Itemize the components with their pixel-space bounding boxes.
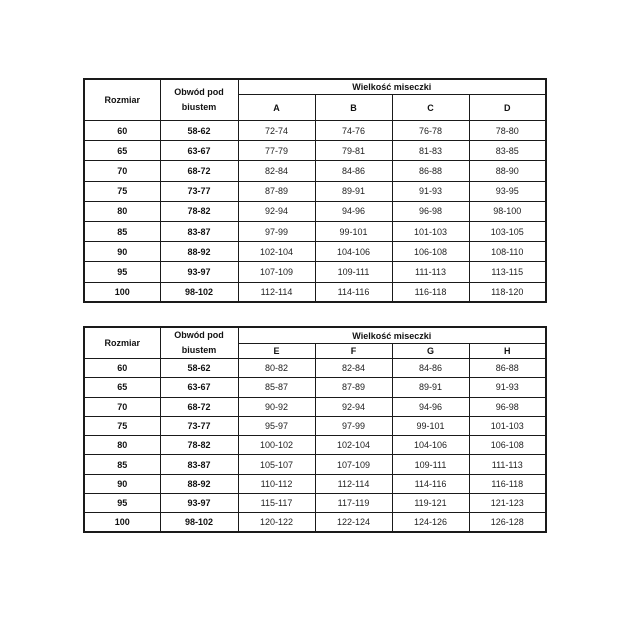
header-cup: H [469, 344, 546, 359]
cell-bust: 108-110 [469, 242, 546, 262]
cell-bust: 109-111 [392, 455, 469, 474]
cell-bust: 100-102 [238, 436, 315, 455]
cell-bust: 86-88 [469, 359, 546, 378]
table-row [84, 181, 546, 201]
header-underbust-line2: biustem [181, 345, 217, 355]
cell-underbust: 58-62 [160, 121, 238, 141]
cell-bust: 84-86 [315, 161, 392, 181]
cell-bust: 74-76 [315, 121, 392, 141]
table-row [84, 262, 546, 282]
cell-bust: 121-123 [469, 494, 546, 513]
cell-bust: 111-113 [469, 455, 546, 474]
cell-bust: 83-85 [469, 141, 546, 161]
cell-underbust: 73-77 [160, 181, 238, 201]
cell-bust: 102-104 [238, 242, 315, 262]
cell-underbust: 83-87 [160, 455, 238, 474]
cell-bust: 79-81 [315, 141, 392, 161]
cell-bust: 81-83 [392, 141, 469, 161]
cell-underbust: 73-77 [160, 416, 238, 435]
cell-bust: 89-91 [392, 378, 469, 397]
table-row [84, 121, 546, 141]
cell-bust: 103-105 [469, 221, 546, 241]
cell-size: 65 [84, 378, 160, 397]
header-cup: E [238, 344, 315, 359]
cell-bust: 91-93 [392, 181, 469, 201]
cell-size: 95 [84, 494, 160, 513]
cell-size: 80 [84, 201, 160, 221]
cell-bust: 110-112 [238, 474, 315, 493]
cell-bust: 80-82 [238, 359, 315, 378]
cell-bust: 82-84 [238, 161, 315, 181]
cell-bust: 126-128 [469, 513, 546, 532]
header-size: Rozmiar [84, 327, 160, 359]
cell-bust: 96-98 [392, 201, 469, 221]
table-row [84, 161, 546, 181]
size-table-e-h [83, 326, 547, 533]
cell-bust: 111-113 [392, 262, 469, 282]
header-cup-size: Wielkość miseczki [238, 327, 546, 344]
table-row [84, 378, 546, 397]
cell-bust: 107-109 [315, 455, 392, 474]
cell-underbust: 68-72 [160, 397, 238, 416]
table-row [84, 242, 546, 262]
table-row [84, 455, 546, 474]
header-cup-size: Wielkość miseczki [238, 79, 546, 95]
table-row [84, 282, 546, 302]
cell-bust: 88-90 [469, 161, 546, 181]
cell-bust: 99-101 [315, 221, 392, 241]
cell-bust: 77-79 [238, 141, 315, 161]
cell-bust: 117-119 [315, 494, 392, 513]
table-row [84, 201, 546, 221]
cell-underbust: 93-97 [160, 494, 238, 513]
cell-size: 75 [84, 416, 160, 435]
cell-bust: 82-84 [315, 359, 392, 378]
table-row [84, 397, 546, 416]
cell-bust: 114-116 [315, 282, 392, 302]
cell-bust: 114-116 [392, 474, 469, 493]
cell-bust: 97-99 [238, 221, 315, 241]
cell-bust: 102-104 [315, 436, 392, 455]
cell-underbust: 88-92 [160, 242, 238, 262]
cell-bust: 87-89 [238, 181, 315, 201]
cell-underbust: 78-82 [160, 201, 238, 221]
cell-bust: 112-114 [315, 474, 392, 493]
cell-bust: 116-118 [392, 282, 469, 302]
cell-bust: 94-96 [392, 397, 469, 416]
cell-bust: 122-124 [315, 513, 392, 532]
cell-bust: 96-98 [469, 397, 546, 416]
cell-size: 85 [84, 221, 160, 241]
cell-underbust: 93-97 [160, 262, 238, 282]
cell-size: 70 [84, 397, 160, 416]
cell-underbust: 83-87 [160, 221, 238, 241]
cell-size: 80 [84, 436, 160, 455]
table-row [84, 141, 546, 161]
cell-bust: 104-106 [315, 242, 392, 262]
cell-bust: 84-86 [392, 359, 469, 378]
header-underbust [160, 79, 238, 121]
table-row [84, 513, 546, 532]
header-cup: F [315, 344, 392, 359]
cell-bust: 93-95 [469, 181, 546, 201]
cell-underbust: 63-67 [160, 141, 238, 161]
table-row [84, 436, 546, 455]
header-cup: G [392, 344, 469, 359]
cell-bust: 112-114 [238, 282, 315, 302]
cell-bust: 104-106 [392, 436, 469, 455]
cell-size: 65 [84, 141, 160, 161]
table-row [84, 359, 546, 378]
cell-underbust: 98-102 [160, 513, 238, 532]
cell-bust: 89-91 [315, 181, 392, 201]
header-underbust-line1: Obwód pod [174, 330, 224, 340]
cell-underbust: 63-67 [160, 378, 238, 397]
cell-bust: 97-99 [315, 416, 392, 435]
cell-bust: 118-120 [469, 282, 546, 302]
cell-bust: 119-121 [392, 494, 469, 513]
cell-size: 75 [84, 181, 160, 201]
cell-size: 85 [84, 455, 160, 474]
cell-bust: 116-118 [469, 474, 546, 493]
header-row [84, 327, 546, 344]
cell-bust: 76-78 [392, 121, 469, 141]
header-underbust [160, 327, 238, 359]
header-cup: B [315, 95, 392, 121]
cell-bust: 86-88 [392, 161, 469, 181]
cell-bust: 107-109 [238, 262, 315, 282]
cell-bust: 72-74 [238, 121, 315, 141]
cell-bust: 106-108 [469, 436, 546, 455]
cell-size: 60 [84, 121, 160, 141]
header-underbust-line1: Obwód pod [174, 87, 224, 97]
cell-bust: 113-115 [469, 262, 546, 282]
cell-size: 90 [84, 474, 160, 493]
table-body [84, 359, 546, 533]
cell-bust: 92-94 [315, 397, 392, 416]
cell-bust: 98-100 [469, 201, 546, 221]
cell-underbust: 88-92 [160, 474, 238, 493]
cell-bust: 95-97 [238, 416, 315, 435]
cell-size: 70 [84, 161, 160, 181]
header-cup: C [392, 95, 469, 121]
cell-size: 60 [84, 359, 160, 378]
table-row [84, 474, 546, 493]
cell-size: 100 [84, 513, 160, 532]
cell-bust: 109-111 [315, 262, 392, 282]
cell-bust: 78-80 [469, 121, 546, 141]
cell-bust: 91-93 [469, 378, 546, 397]
cell-bust: 87-89 [315, 378, 392, 397]
cell-size: 100 [84, 282, 160, 302]
cell-underbust: 58-62 [160, 359, 238, 378]
cell-bust: 92-94 [238, 201, 315, 221]
size-table-a-d [83, 78, 547, 303]
table-body [84, 121, 546, 303]
cell-bust: 99-101 [392, 416, 469, 435]
cell-bust: 101-103 [392, 221, 469, 241]
table-row [84, 416, 546, 435]
table-row [84, 221, 546, 241]
cell-bust: 124-126 [392, 513, 469, 532]
cell-bust: 101-103 [469, 416, 546, 435]
header-cup: A [238, 95, 315, 121]
cell-underbust: 98-102 [160, 282, 238, 302]
header-size: Rozmiar [84, 79, 160, 121]
cell-bust: 85-87 [238, 378, 315, 397]
cell-bust: 106-108 [392, 242, 469, 262]
header-cup: D [469, 95, 546, 121]
header-underbust-line2: biustem [181, 102, 217, 112]
cell-underbust: 78-82 [160, 436, 238, 455]
cell-size: 95 [84, 262, 160, 282]
header-row [84, 79, 546, 95]
cell-bust: 120-122 [238, 513, 315, 532]
table-row [84, 494, 546, 513]
cell-bust: 115-117 [238, 494, 315, 513]
cell-underbust: 68-72 [160, 161, 238, 181]
cell-bust: 90-92 [238, 397, 315, 416]
cell-bust: 105-107 [238, 455, 315, 474]
cell-size: 90 [84, 242, 160, 262]
cell-bust: 94-96 [315, 201, 392, 221]
